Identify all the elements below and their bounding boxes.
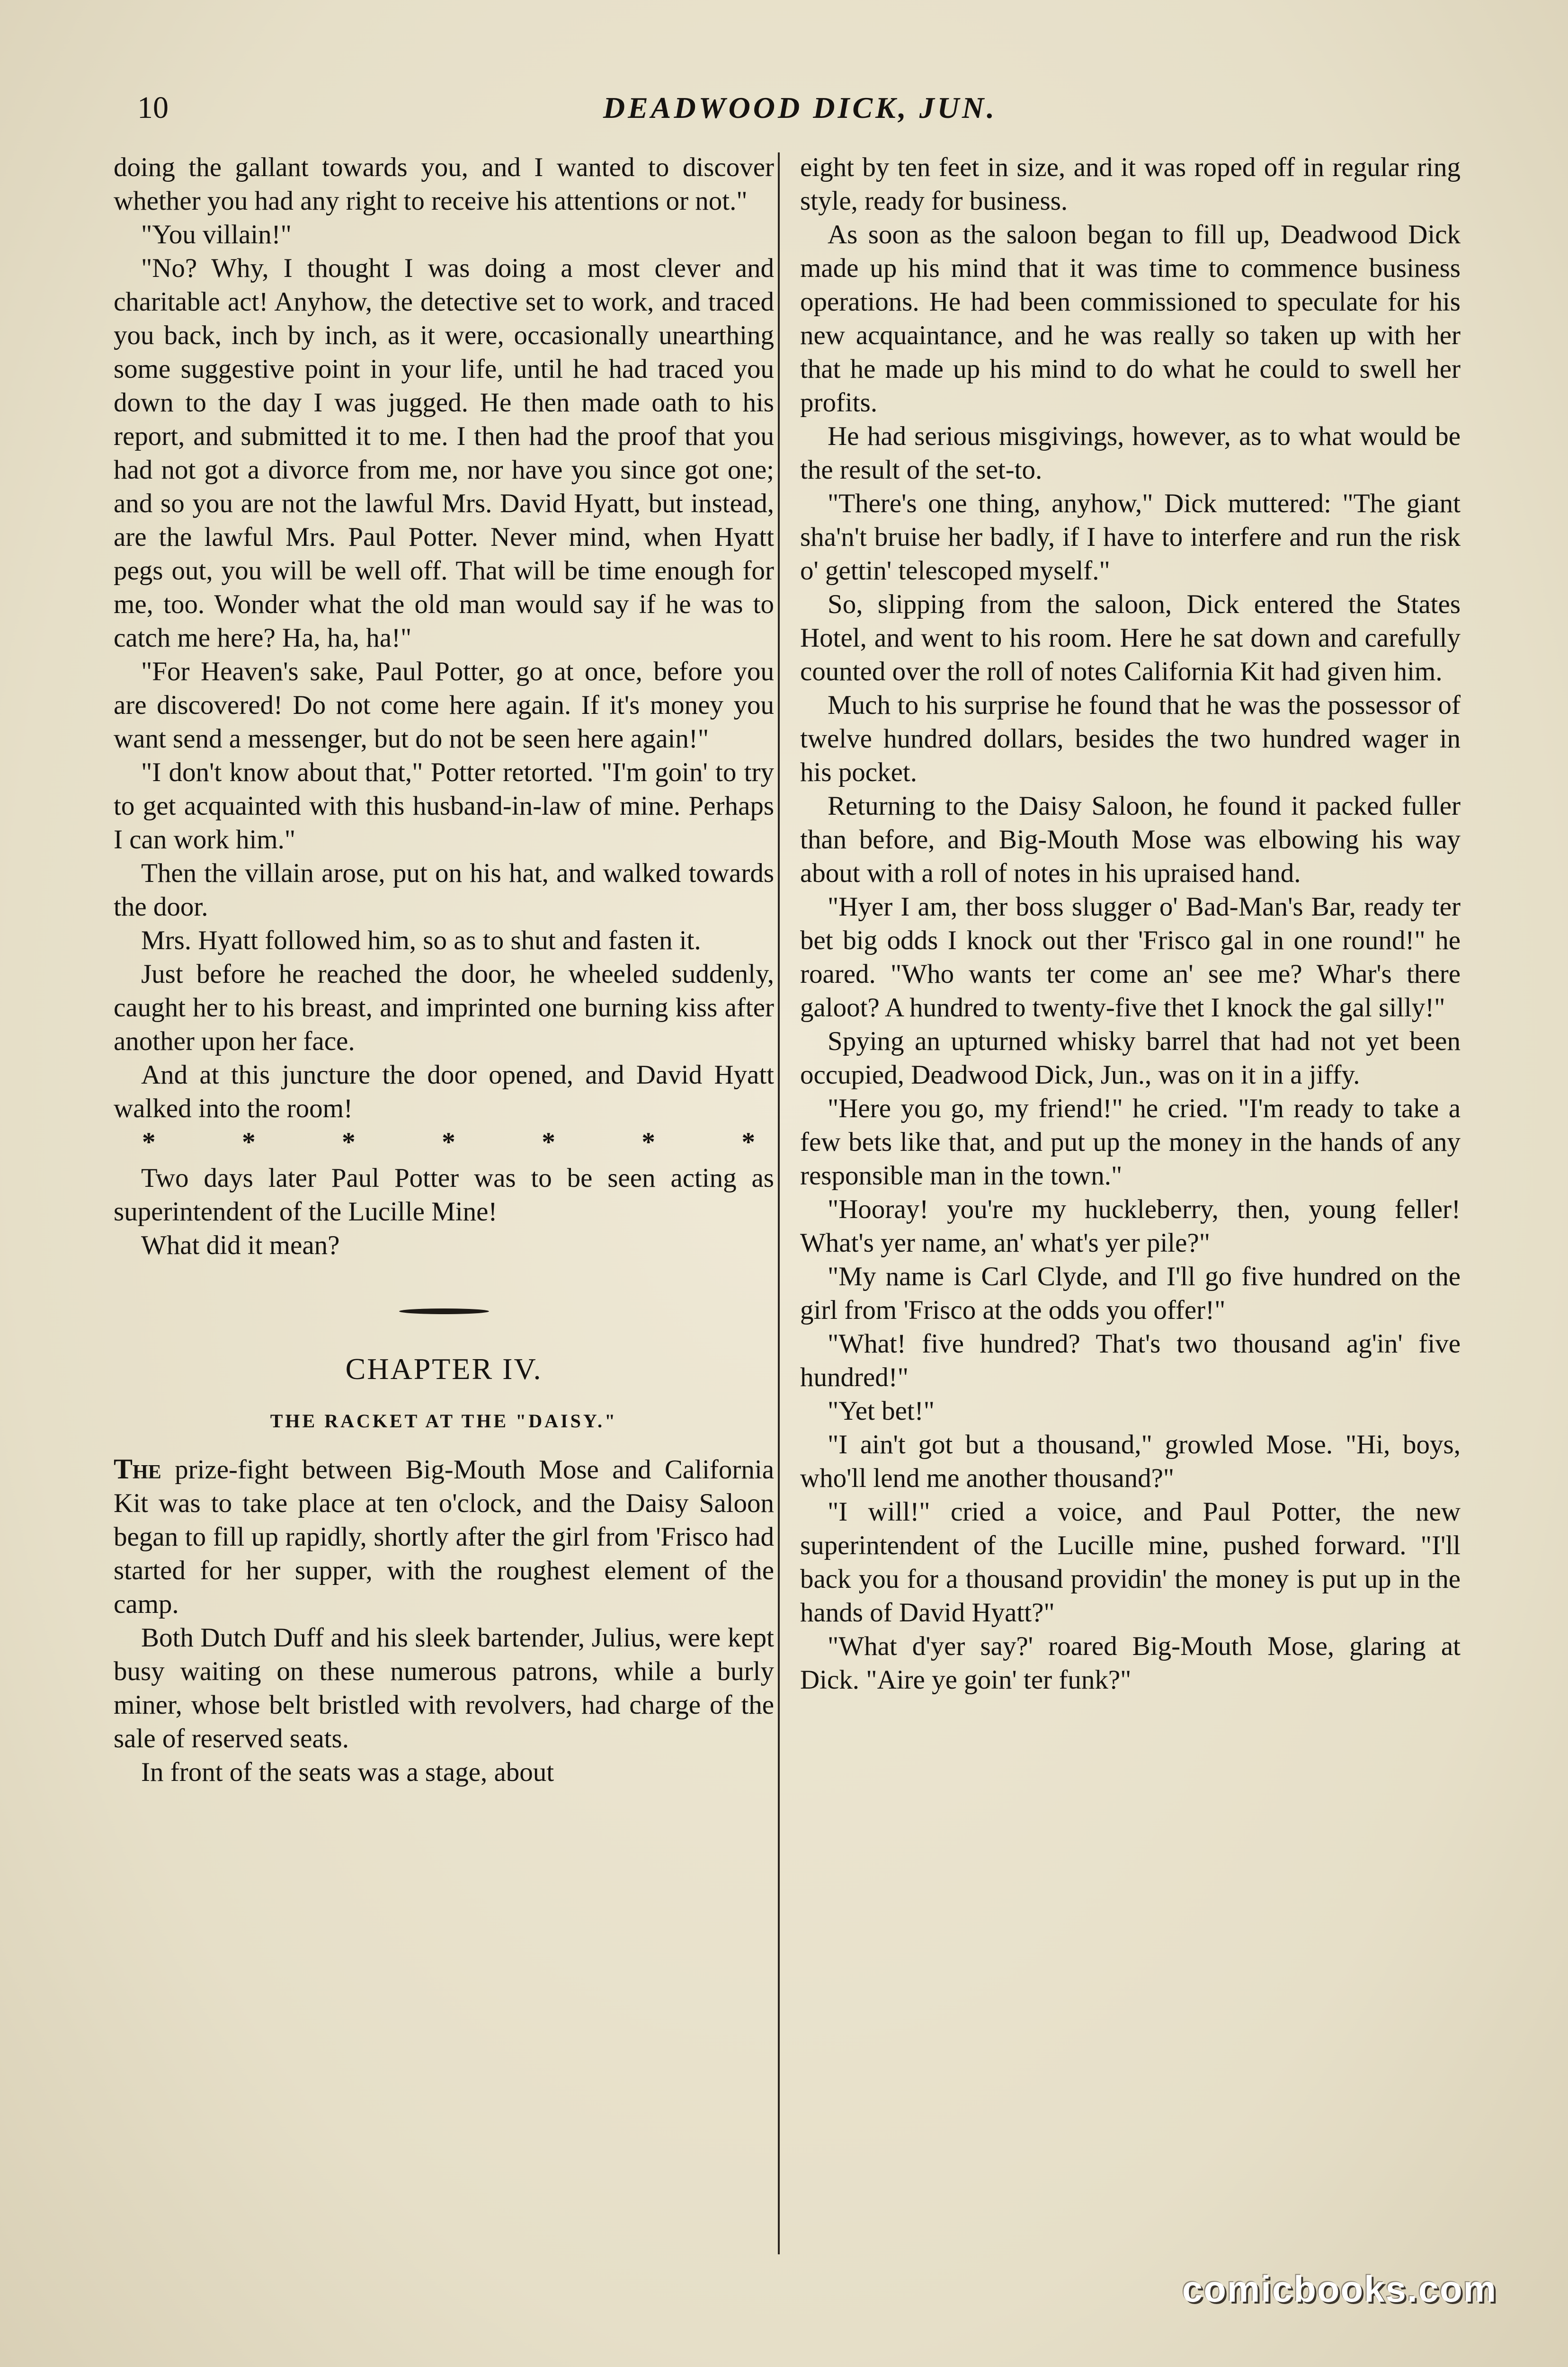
paragraph: "You villain!": [141, 220, 292, 249]
column-divider: [778, 152, 780, 2254]
paragraph: Just before he reached the door, he wheeled suddenly, caught her to his breast, and imprinted one burning kiss after another upon her face.: [114, 959, 774, 1056]
paragraph: "For Heaven's sake, Paul Potter, go at once, before you are discovered! Do not come here again. If it's money you want send a messenger, but do not be seen here again!": [114, 657, 774, 754]
paragraph: "Here you go, my friend!" he cried. "I'm ready to take a few bets like that, and put up the money in the hands of any responsible man in the town.": [800, 1094, 1461, 1191]
paragraph: "I will!" cried a voice, and Paul Potter, the new superintendent of the Lucille mine, pushed forward. "I'll back you for a thousand providin' the money is put up in the hands of David Hyatt?": [800, 1497, 1461, 1628]
paragraph: Mrs. Hyatt followed him, so as to shut and fasten it.: [141, 925, 701, 955]
paragraph: He had serious misgivings, however, as to what would be the result of the set-to.: [800, 421, 1461, 485]
paragraph: Both Dutch Duff and his sleek bartender, Julius, were kept busy waiting on these numerous patrons, while a burly miner, whose belt bristled with revolvers, had charge of the sale of reserved seats.: [114, 1623, 774, 1753]
paragraph: eight by ten feet in size, and it was roped off in regular ring style, ready for business.: [800, 152, 1461, 216]
paragraph-text: prize-fight between Big-Mouth Mose and California Kit was to take place at ten o'clock, and the Daisy Saloon began to fill up rapidly, shortly after the girl from 'Frisco had started for her supper, with the roughest element of the camp.: [114, 1455, 774, 1619]
section-break-star: *: [342, 1127, 356, 1157]
paragraph: Two days later Paul Potter was to be seen acting as superintendent of the Lucille Mine!: [114, 1163, 774, 1227]
paragraph: Spying an upturned whisky barrel that had not yet been occupied, Deadwood Dick, Jun., was on it in a jiffy.: [800, 1026, 1461, 1090]
paragraph: "What! five hundred? That's two thousand ag'in' five hundred!": [800, 1329, 1461, 1392]
paragraph: "What d'yer say?' roared Big-Mouth Mose, glaring at Dick. "Aire ye goin' ter funk?": [800, 1631, 1461, 1695]
paragraph: "Hooray! you're my huckleberry, then, young feller! What's yer name, an' what's yer pile?": [800, 1194, 1461, 1258]
paragraph: doing the gallant towards you, and I wanted to discover whether you had any right to receive his attentions or not.": [114, 152, 774, 216]
paragraph: So, slipping from the saloon, Dick entered the States Hotel, and went to his room. Here he sat down and carefully counted over the roll of notes California Kit had given him.: [800, 589, 1461, 686]
chapter-subtitle: THE RACKET AT THE "DAISY.": [270, 1410, 618, 1432]
section-break: [114, 1128, 774, 1157]
chapter-ornament: [399, 1308, 489, 1314]
paragraph: "Yet bet!": [828, 1396, 935, 1426]
chapter-title: CHAPTER IV.: [345, 1352, 543, 1386]
right-column: [800, 151, 1461, 1697]
section-break-star: *: [641, 1127, 655, 1157]
left-column: [114, 151, 774, 1789]
paragraph: What did it mean?: [141, 1230, 340, 1260]
chapter-opening-word: The: [114, 1453, 161, 1485]
section-break-star: *: [741, 1127, 755, 1157]
page-header: [137, 89, 1463, 127]
paragraph: "Hyer I am, ther boss slugger o' Bad-Man's Bar, ready ter bet big odds I knock out ther 'Frisco gal in one round!" he roared. "Who wants ter come an' see me? Whar's there galoot? A hundred to twenty-five thet I knock the gal silly!": [800, 892, 1461, 1023]
section-break-star: *: [442, 1127, 455, 1157]
paragraph: Then the villain arose, put on his hat, and walked towards the door.: [114, 858, 774, 922]
paragraph: "I ain't got but a thousand," growled Mose. "Hi, boys, who'll lend me another thousand?": [800, 1430, 1461, 1493]
section-break-star: *: [142, 1127, 156, 1157]
paragraph: Returning to the Daisy Saloon, he found it packed fuller than before, and Big-Mouth Mose was elbowing his way about with a roll of notes in his upraised hand.: [800, 791, 1461, 888]
chapter-first-paragraph: [114, 1452, 774, 1621]
paragraph: "No? Why, I thought I was doing a most clever and charitable act! Anyhow, the detective set to work, and traced you back, inch by inch, as it were, occasionally unearthing some suggestive point in your life, until he had traced you down to the day I was jugged. He then made oath to his report, and submitted it to me. I then had the proof that you had not got a divorce from me, nor have you since got one; and so you are not the lawful Mrs. David Hyatt, but instead, are the lawful Mrs. Paul Potter. Never mind, when Hyatt pegs out, you will be well off. That will be time enough for me, too. Wonder what the old man would say if he was to catch me here? Ha, ha, ha!": [114, 253, 774, 653]
paragraph: "I don't know about that," Potter retorted. "I'm goin' to try to get acquainted with this husband-in-law of mine. Perhaps I can work him.": [114, 757, 774, 854]
paragraph: "My name is Carl Clyde, and I'll go five hundred on the girl from 'Frisco at the odds you offer!": [800, 1262, 1461, 1325]
section-break-star: *: [542, 1127, 555, 1157]
paragraph: In front of the seats was a stage, about: [141, 1757, 554, 1787]
paragraph: "There's one thing, anyhow," Dick muttered: "The giant sha'n't bruise her badly, if I have to interfere and run the risk o' gettin' telescoped myself.": [800, 489, 1461, 586]
section-break-star: *: [242, 1127, 256, 1157]
paragraph: And at this juncture the door opened, and David Hyatt walked into the room!: [114, 1060, 774, 1123]
site-watermark: comicbooks.com: [1182, 2268, 1497, 2310]
paragraph: Much to his surprise he found that he was the possessor of twelve hundred dollars, besides the two hundred wager in his pocket.: [800, 690, 1461, 787]
paragraph: As soon as the saloon began to fill up, Deadwood Dick made up his mind that it was time to commence business operations. He had been commissioned to speculate for his new acquaintance, and he was really so taken up with her that he made up his mind to do what he could to swell her profits.: [800, 220, 1461, 418]
page-number: 10: [137, 90, 169, 125]
running-title: DEADWOOD DICK, JUN.: [603, 91, 998, 125]
